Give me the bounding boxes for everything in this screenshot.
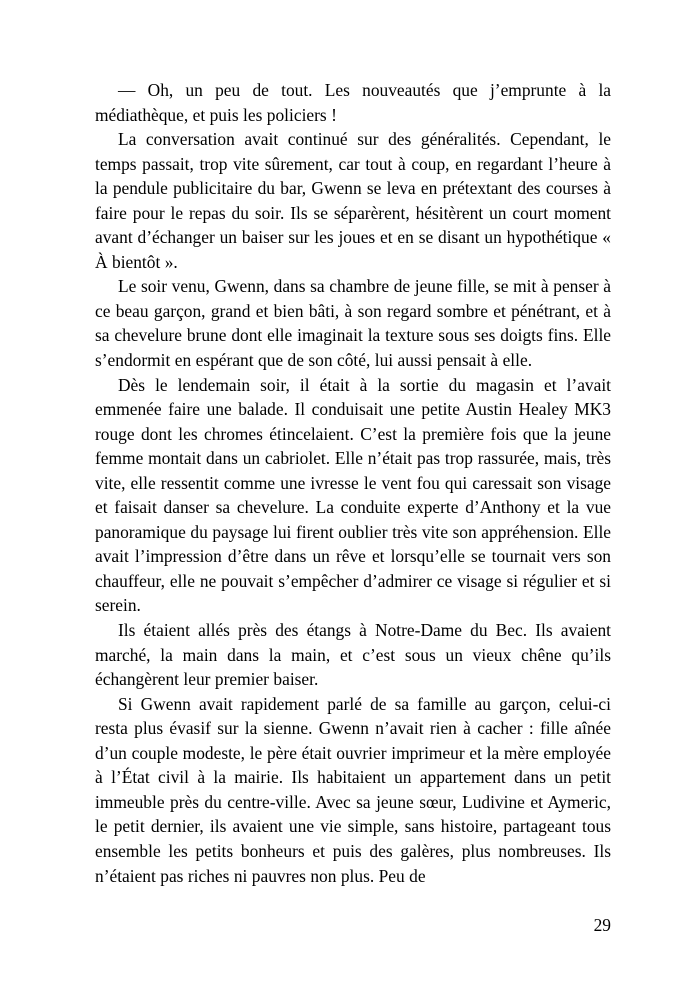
paragraph-4: Dès le lendemain soir, il était à la sortie du magasin et l’avait emmenée faire une balade. Il conduisait une petite Austin Healey MK3 rouge dont les chromes étincelaient. C’est la première fois que la jeune femme montait dans un cabriolet. Elle n’était pas trop rassurée, mais, très vite, elle ressentit comme une ivresse le vent fou qui caressait son visage et faisait danser sa chevelure. La conduite experte d’Anthony et la vue panoramique du paysage lui firent oublier très vite son appréhension. Elle avait l’impression d’être dans un rêve et lorsqu’elle se tournait vers son chauffeur, elle ne pouvait s’empêcher d’admirer ce visage si régulier et si serein. <box>95 374 611 616</box>
paragraph-5: Ils étaient allés près des étangs à Notre-Dame du Bec. Ils avaient marché, la main dans la main, et c’est sous un vieux chêne qu’ils échangèrent leur premier baiser. <box>95 620 611 690</box>
paragraph-3: Le soir venu, Gwenn, dans sa chambre de jeune fille, se mit à penser à ce beau garçon, grand et bien bâti, à son regard sombre et pénétrant, et à sa chevelure brune dont elle imaginait la texture sous ses doigts fins. Elle s’endormit en espérant que de son côté, lui aussi pensait à elle. <box>95 276 611 371</box>
page-body-text <box>95 78 611 888</box>
paragraph-2: La conversation avait continué sur des généralités. Cependant, le temps passait, trop vite sûrement, car tout à coup, en regardant l’heure à la pendule publicitaire du bar, Gwenn se leva en prétextant des courses à faire pour le repas du soir. Ils se séparèrent, hésitèrent un court moment avant d’échanger un baiser sur les joues et en se disant un hypothétique « À bientôt ». <box>95 129 611 272</box>
page-number: 29 <box>593 915 611 935</box>
paragraph-1: — Oh, un peu de tout. Les nouveautés que j’emprunte à la médiathèque, et puis les policiers ! <box>95 80 611 125</box>
paragraph-6: Si Gwenn avait rapidement parlé de sa famille au garçon, celui-ci resta plus évasif sur la sienne. Gwenn n’avait rien à cacher : fille aînée d’un couple modeste, le père était ouvrier imprimeur et la mère employée à l’État civil à la mairie. Ils habitaient un appartement dans un petit immeuble près du centre-ville. Avec sa jeune sœur, Ludivine et Aymeric, le petit dernier, ils avaient une vie simple, sans histoire, partageant tous ensemble les petits bonheurs et puis des galères, plus nombreuses. Ils n’étaient pas riches ni pauvres non plus. Peu de <box>95 693 611 886</box>
